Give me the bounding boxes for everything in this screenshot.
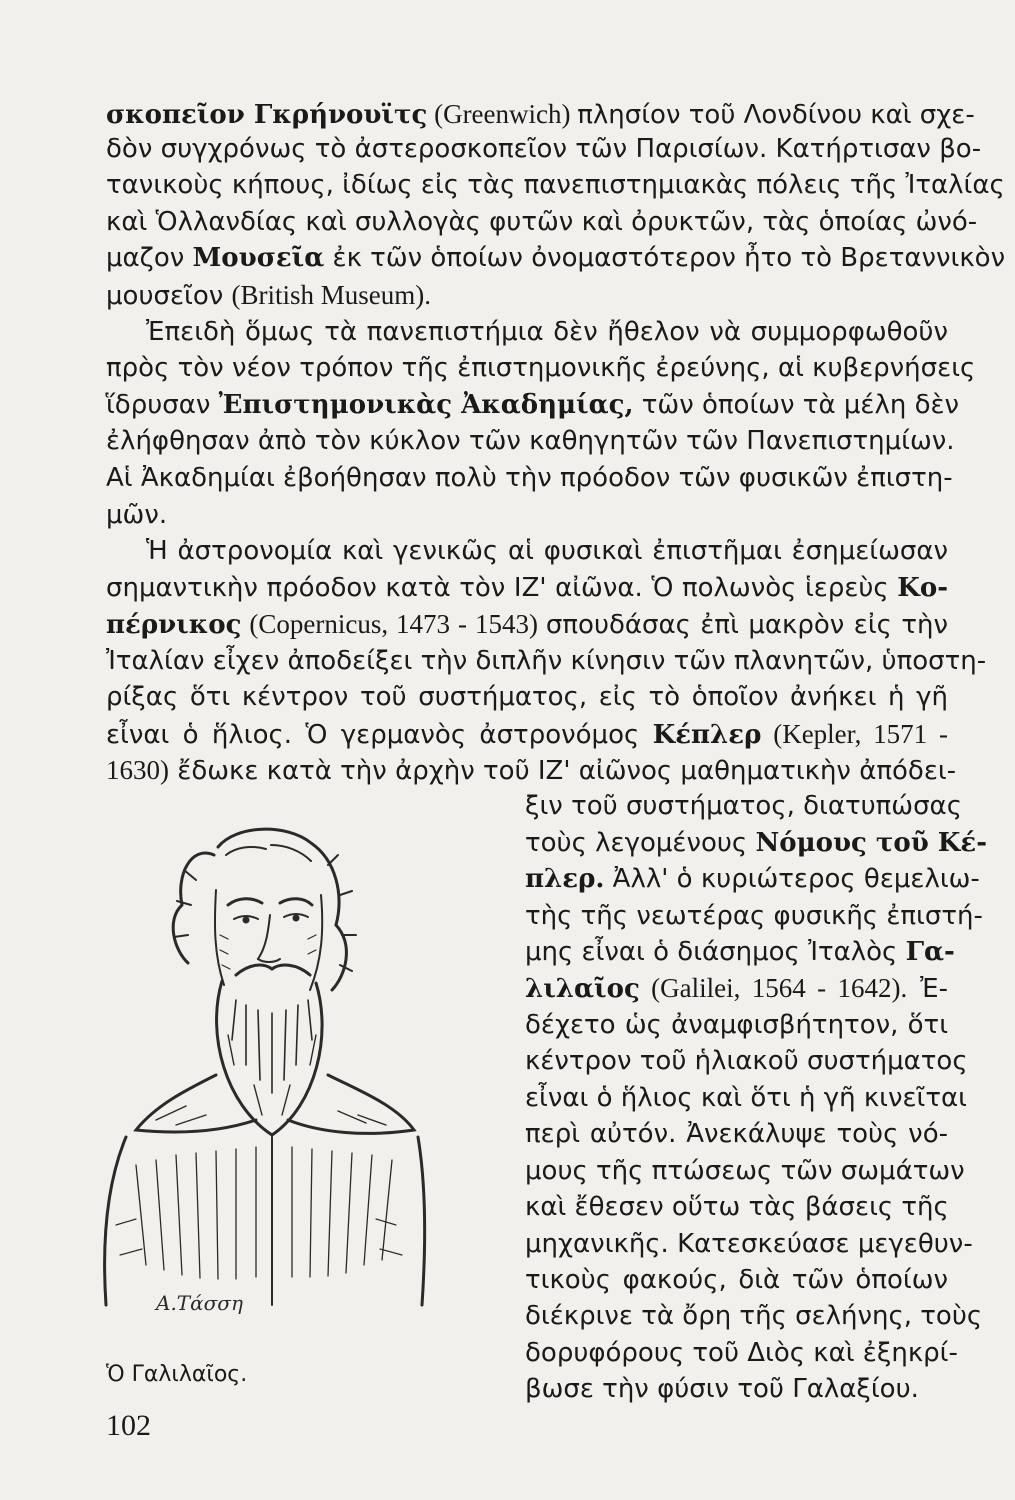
galileo-portrait-icon <box>96 785 428 1335</box>
text-line: καὶ Ὁλλανδίας καὶ συλλογὰς φυτῶν καὶ ὀρυκτῶν, τὰς ὁποίας ὠνό- <box>106 207 978 237</box>
text-line: τανικοὺς κήπους, ἰδίως εἰς τὰς πανεπιστημιακὰς πόλεις τῆς Ἰταλίας <box>106 170 1005 200</box>
text-line: δορυφόρους τοῦ Διὸς καὶ ἐξηκρί- <box>525 1338 958 1368</box>
text-line: τικοὺς φακούς, διὰ τῶν ὁποίων <box>525 1265 948 1295</box>
text-line: 1630) ἔδωκε κατὰ τὴν ἀρχὴν τοῦ ΙΖ' αἰῶνος μαθηματικὴν ἀπόδει- <box>106 755 957 786</box>
text-line: μους τῆς πτώσεως τῶν σωμάτων <box>525 1156 965 1186</box>
text-line: δέχετο ὡς ἀναμφισβήτητον, ὅτι <box>525 1010 948 1040</box>
text-line: περὶ αὐτόν. Ἀνεκάλυψε τοὺς νό- <box>525 1119 948 1149</box>
text-line: πέρνικος (Copernicus, 1473 - 1543) σπουδάσας ἐπὶ μακρὸν εἰς τὴν <box>106 609 949 640</box>
text-line: μῶν. <box>106 500 168 530</box>
text-line: Ἰταλίαν εἶχεν ἀποδείξει τὴν διπλῆν κίνησιν τῶν πλανητῶν, ὑποστη- <box>106 646 987 676</box>
text-line: ἵδρυσαν Ἐπιστημονικὰς Ἀκαδημίας, τῶν ὁποίων τὰ μέλη δὲν <box>106 390 960 420</box>
text-line: τὴς τῆς νεωτέρας φυσικῆς ἐπιστή- <box>525 901 983 931</box>
text-line: πλερ. Ἀλλ' ὁ κυριώτερος θεμελιω- <box>525 864 980 894</box>
text-line: διέκρινε τὰ ὄρη τῆς σελήνης, τοὺς <box>525 1301 983 1331</box>
text-line: σκοπεῖον Γκρήνουϊτς (Greenwich) πλησίον τοῦ Λονδίνου καὶ σχε- <box>106 99 975 130</box>
text-line: Αἱ Ἀκαδημίαι ἐβοήθησαν πολὺ τὴν πρόοδον τῶν φυσικῶν ἐπιστη- <box>106 463 953 493</box>
page-number: 102 <box>106 1409 151 1442</box>
text-line: μουσεῖον (British Museum). <box>106 280 432 311</box>
text-line: δὸν συγχρόνως τὸ ἀστεροσκοπεῖον τῶν Παρισίων. Κατήρτισαν βο- <box>106 134 982 164</box>
text-line: εἶναι ὁ ἥλιος καὶ ὅτι ἡ γῆ κινεῖται <box>525 1083 967 1113</box>
text-line: ρίξας ὅτι κέντρον τοῦ συστήματος, εἰς τὸ ὁποῖον ἀνήκει ἡ γῆ <box>106 682 948 712</box>
text-line: τοὺς λεγομένους Νόμους τοῦ Κέ- <box>525 828 987 858</box>
text-line: εἶναι ὁ ἥλιος. Ὁ γερμανὸς ἀστρονόμος Κέπλερ (Kepler, 1571 - <box>106 719 948 750</box>
text-line: μηχανικῆς. Κατεσκεύασε μεγεθυν- <box>525 1229 973 1259</box>
text-line: καὶ ἔθεσεν οὕτω τὰς βάσεις τῆς <box>525 1192 949 1222</box>
figure-caption: Ὁ Γαλιλαῖος. <box>106 1362 248 1387</box>
text-line: μης εἶναι ὁ διάσημος Ἰταλὸς Γα- <box>525 937 955 967</box>
text-line: πρὸς τὸν νέον τρόπον τῆς ἐπιστημονικῆς ἐρεύνης, αἱ κυβερνήσεις <box>106 353 976 383</box>
artist-signature: A.Τάσση <box>156 1291 243 1315</box>
paragraph-start: Ἡ ἀστρονομία καὶ γενικῶς αἱ φυσικαὶ ἐπιστῆμαι ἐσημείωσαν <box>146 536 948 566</box>
paragraph-start: Ἐπειδὴ ὅμως τὰ πανεπιστήμια δὲν ἤθελον νὰ συμμορφωθοῦν <box>146 317 948 347</box>
text-line: λιλαῖος (Galilei, 1564 - 1642). Ἐ- <box>525 973 948 1004</box>
text-line: ξιν τοῦ συστήματος, διατυπώσας <box>525 791 962 821</box>
text-line: σημαντικὴν πρόοδον κατὰ τὸν ΙΖ' αἰῶνα. Ὁ πολωνὸς ἱερεὺς Κο- <box>106 573 948 603</box>
text-line: κέντρον τοῦ ἡλιακοῦ συστήματος <box>525 1046 968 1076</box>
text-line: βωσε τὴν φύσιν τοῦ Γαλαξίου. <box>525 1374 919 1404</box>
text-line: μαζον Μουσεῖα ἐκ τῶν ὁποίων ὀνομαστότερον ἦτο τὸ Βρεταννικὸν <box>106 243 1006 273</box>
text-line: ἐλήφθησαν ἀπὸ τὸν κύκλον τῶν καθηγητῶν τῶν Πανεπιστημίων. <box>106 426 955 456</box>
